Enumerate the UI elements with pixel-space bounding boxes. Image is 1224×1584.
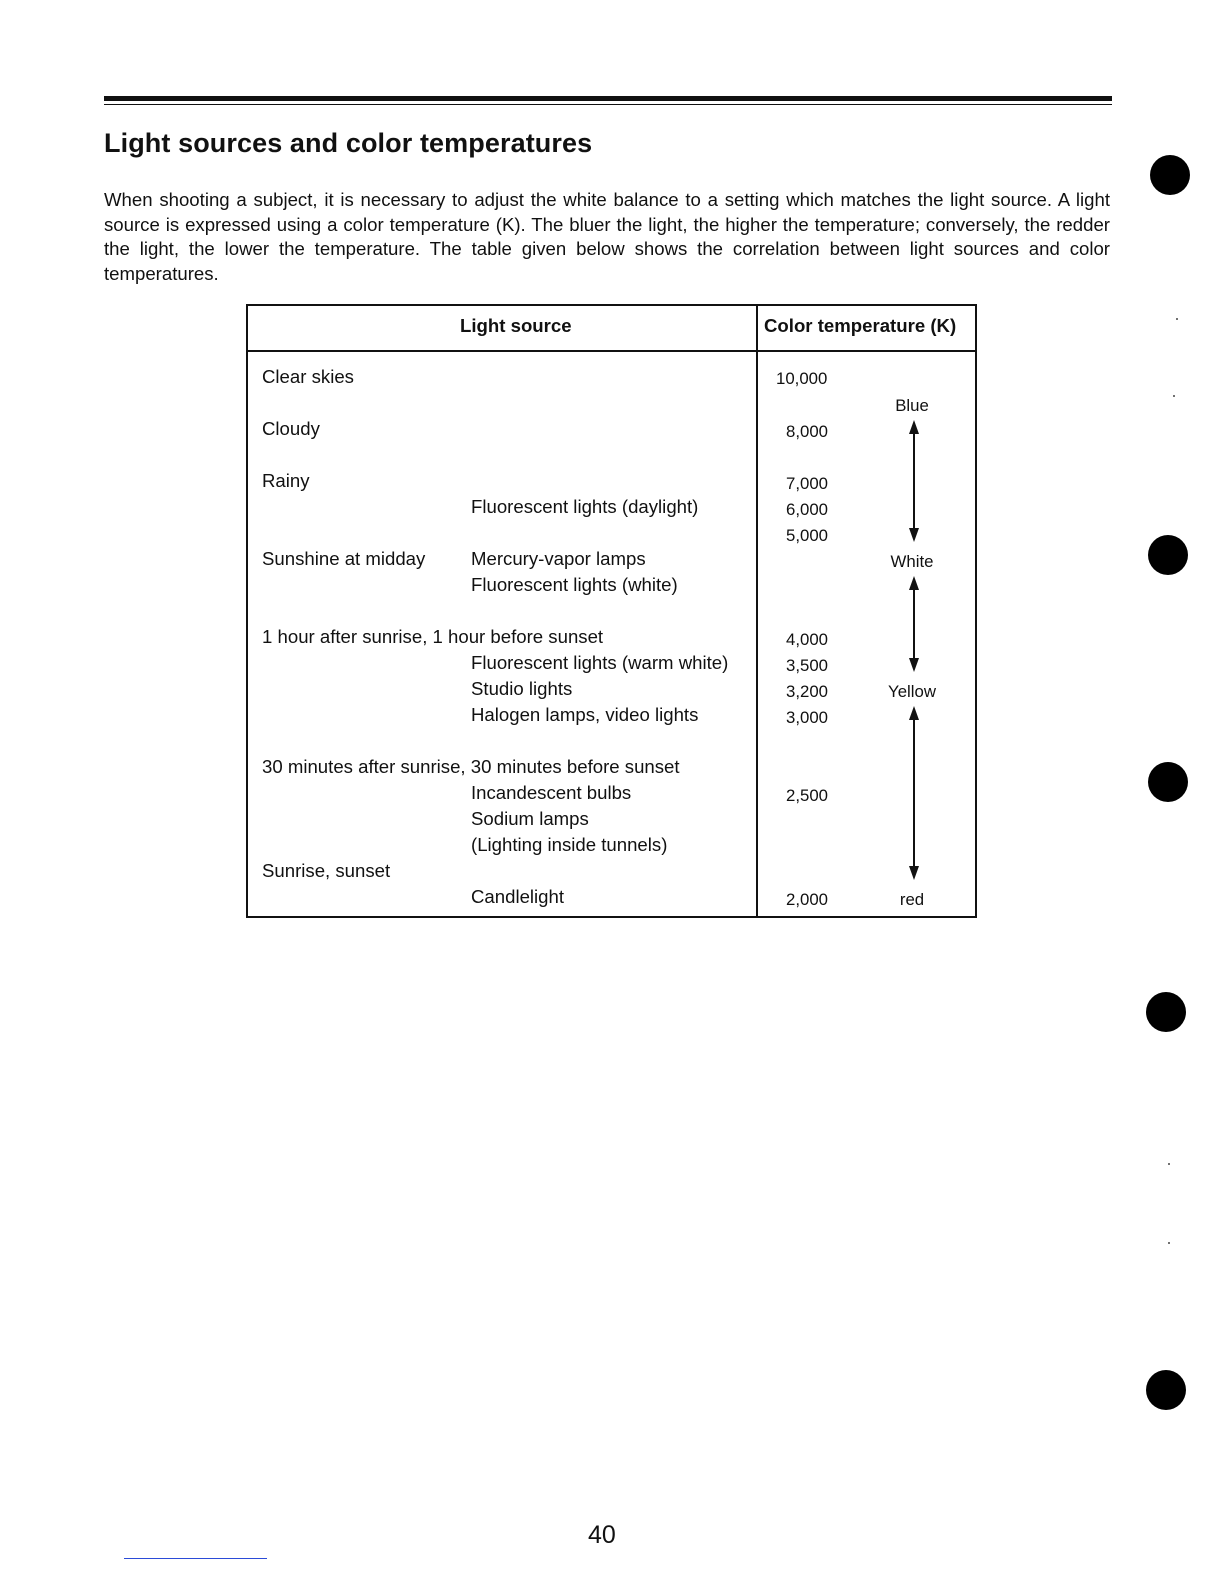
punch-hole-icon [1148, 762, 1188, 802]
scale-label-white: White [890, 552, 934, 571]
intro-paragraph: When shooting a subject, it is necessary to adjust the white balance to a setting which matches the light source. A light source is expressed using a color temperature (K). The bluer the light, the higher the temperature; conversely, the redder the light, the lower the temperature. The table given below shows the correlation between light sources and color temperatures. [104, 189, 1110, 284]
row-primary: 1 hour after sunrise, 1 hour before sunset [262, 626, 604, 647]
row-secondary: Studio lights [471, 678, 573, 699]
header-rule-thick [104, 96, 1112, 101]
double-arrow-icon [909, 420, 919, 542]
row-primary: Cloudy [262, 418, 320, 439]
row-temp: 7,000 [786, 474, 828, 493]
double-arrow-icon [909, 706, 919, 880]
row-secondary: Fluorescent lights (warm white) [471, 652, 729, 673]
row-temp: 5,000 [786, 526, 828, 545]
row-primary: Clear skies [262, 366, 354, 387]
row-primary: 30 minutes after sunrise, 30 minutes before sunset [262, 756, 680, 777]
scale-label-red: red [899, 890, 925, 909]
row-secondary: Fluorescent lights (daylight) [471, 496, 699, 517]
scan-speck [1176, 318, 1178, 320]
scale-arrows [248, 306, 975, 916]
row-temp: 2,500 [786, 786, 828, 805]
scale-label-blue: Blue [895, 396, 929, 415]
punch-hole-icon [1150, 155, 1190, 195]
row-secondary: (Lighting inside tunnels) [471, 834, 668, 855]
row-temp: 8,000 [786, 422, 828, 441]
scale-label-yellow: Yellow [888, 682, 936, 701]
row-secondary: Sodium lamps [471, 808, 589, 829]
scan-speck [1173, 395, 1175, 397]
row-temp: 10,000 [776, 369, 828, 388]
scan-speck [1168, 1163, 1170, 1165]
header-light-source: Light source [460, 315, 572, 336]
row-temp: 6,000 [786, 500, 828, 519]
row-primary: Sunrise, sunset [262, 860, 391, 881]
header-rule-thin [104, 104, 1112, 105]
row-temp: 3,000 [786, 708, 828, 727]
row-secondary: Halogen lamps, video lights [471, 704, 699, 725]
punch-hole-icon [1148, 535, 1188, 575]
scan-speck [1168, 1242, 1170, 1244]
page-number: 40 [588, 1521, 616, 1549]
row-primary: Rainy [262, 470, 310, 491]
page-title: Light sources and color temperatures [104, 128, 593, 158]
row-secondary: Mercury-vapor lamps [471, 548, 646, 569]
color-temperature-table [246, 304, 977, 918]
row-secondary: Incandescent bulbs [471, 782, 632, 803]
header-color-temperature: Color temperature (K) [764, 315, 957, 336]
row-secondary: Fluorescent lights (white) [471, 574, 678, 595]
footer-line [124, 1558, 267, 1559]
row-secondary: Candlelight [471, 886, 565, 907]
row-temp: 2,000 [786, 890, 828, 909]
double-arrow-icon [909, 576, 919, 672]
row-temp: 4,000 [786, 630, 828, 649]
row-temp: 3,500 [786, 656, 828, 675]
row-primary: Sunshine at midday [262, 548, 426, 569]
punch-hole-icon [1146, 992, 1186, 1032]
row-temp: 3,200 [786, 682, 828, 701]
punch-hole-icon [1146, 1370, 1186, 1410]
